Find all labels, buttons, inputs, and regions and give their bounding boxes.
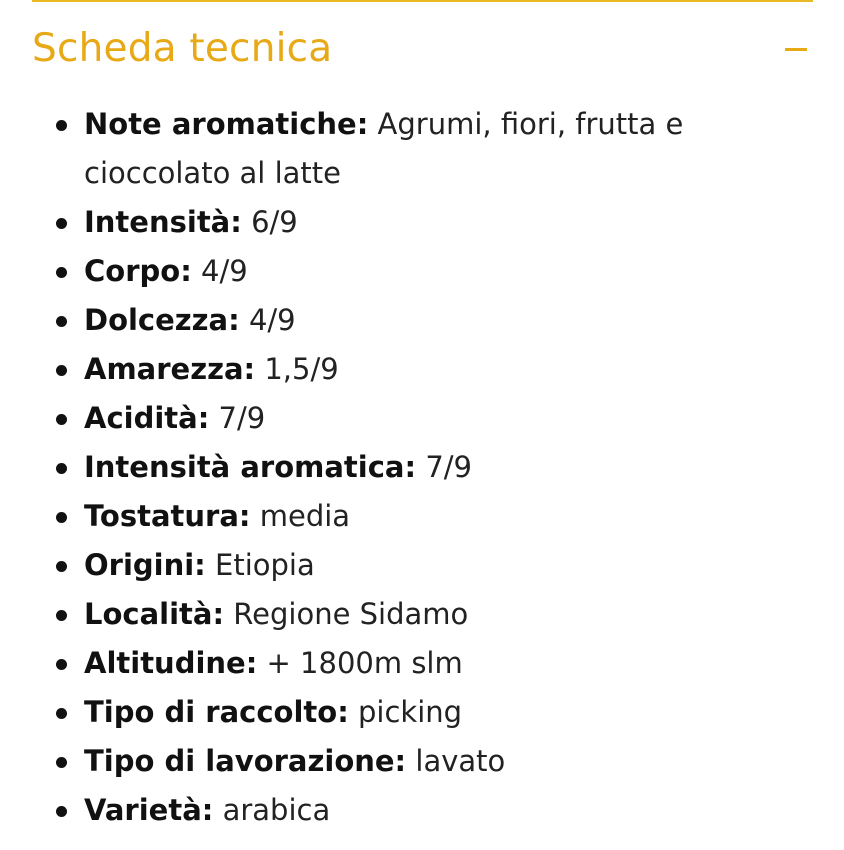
- spec-value: media: [259, 499, 351, 533]
- spec-value: picking: [358, 695, 463, 729]
- spec-value: 4/9: [248, 303, 296, 337]
- spec-item-altitudine: [52, 639, 752, 688]
- spec-value: + 1800m slm: [266, 646, 463, 680]
- spec-item-note-aromatiche: [52, 100, 752, 198]
- spec-item-tipo-di-raccolto: [52, 688, 752, 737]
- spec-value: Regione Sidamo: [233, 597, 469, 631]
- spec-value: 1,5/9: [264, 352, 339, 386]
- spec-key: Altitudine:: [84, 646, 258, 680]
- spec-item-dolcezza: [52, 296, 752, 345]
- spec-item-amarezza: [52, 345, 752, 394]
- spec-key: Amarezza:: [84, 352, 256, 386]
- spec-key: Intensità:: [84, 205, 242, 239]
- spec-key: Tipo di raccolto:: [84, 695, 349, 729]
- spec-value: 7/9: [425, 450, 472, 484]
- spec-value: Agrumi, fiori, frutta e cioccolato al latte: [84, 107, 684, 190]
- accordion-title: Scheda tecnica: [32, 25, 333, 71]
- spec-key: Note aromatiche:: [84, 107, 369, 141]
- spec-key: Varietà:: [84, 793, 214, 827]
- spec-item-corpo: [52, 247, 752, 296]
- accordion-top-divider: [32, 0, 813, 2]
- spec-value: 7/9: [218, 401, 266, 435]
- spec-key: Intensità aromatica:: [84, 450, 417, 484]
- spec-key: Acidità:: [84, 401, 210, 435]
- spec-key: Tostatura:: [84, 499, 251, 533]
- collapse-minus-icon[interactable]: [785, 48, 807, 51]
- accordion-header-scheda-tecnica[interactable]: [32, 18, 813, 78]
- spec-item-intensita-aromatica: [52, 443, 752, 492]
- spec-item-intensita: [52, 198, 752, 247]
- spec-key: Dolcezza:: [84, 303, 240, 337]
- spec-item-localita: [52, 590, 752, 639]
- spec-item-tostatura: [52, 492, 752, 541]
- spec-item-varieta: [52, 786, 752, 835]
- spec-list: [52, 100, 752, 835]
- spec-item-origini: [52, 541, 752, 590]
- spec-key: Corpo:: [84, 254, 192, 288]
- spec-value: 6/9: [251, 205, 298, 239]
- spec-item-acidita: [52, 394, 752, 443]
- spec-value: Etiopia: [215, 548, 315, 582]
- spec-key: Località:: [84, 597, 225, 631]
- spec-value: lavato: [415, 744, 506, 778]
- spec-key: Origini:: [84, 548, 206, 582]
- spec-item-tipo-di-lavorazione: [52, 737, 752, 786]
- spec-key: Tipo di lavorazione:: [84, 744, 407, 778]
- spec-value: arabica: [222, 793, 331, 827]
- spec-value: 4/9: [201, 254, 248, 288]
